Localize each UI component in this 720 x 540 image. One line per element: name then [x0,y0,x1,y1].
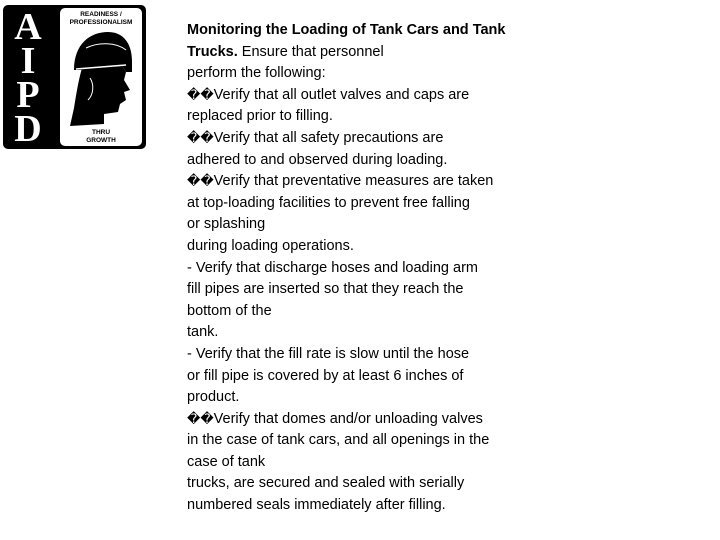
list-item-text: Verify that the fill rate is slow until the hose or fill pipe is covered by at least 6 inches of product. [187,345,470,406]
intro-paragraph [187,20,547,85]
dash-marker: - [187,259,196,276]
bullet-marker-icon: �� [187,87,214,103]
bullet-marker-icon: �� [187,130,214,146]
list-item [187,344,547,409]
document-body [187,20,547,517]
list-item-text: Verify that discharge hoses and loading arm fill pipes are inserted so that they reach the bottom of the tank. [187,259,478,341]
bullet-marker-icon: �� [187,411,214,427]
logo-letters [3,5,53,149]
list-item-text: Verify that all outlet valves and caps are replaced prior to filling. [187,86,470,125]
logo-letter-a: A [14,6,42,48]
intro-text: Ensure that personnel perform the following: [187,43,384,82]
dash-marker: - [187,345,196,362]
list-item [187,128,547,171]
list-item [187,171,547,257]
list-item [187,258,547,344]
list-item [187,409,547,517]
logo-bottom-caption: THRU GROWTH [86,129,116,144]
logo-emblem-panel [60,8,142,146]
list-item-text: Verify that preventative measures are taken at top-loading facilities to prevent free falling or splashing during loading operations. [187,173,494,254]
section-title: Monitoring the Loading of Tank Cars and Tank Trucks. [187,22,506,60]
list-item-text: Verify that domes and/or unloading valves in the case of tank cars, and all openings in the case of tank trucks, are secured and sealed with serially numbered seals immediately after filling. [187,410,490,514]
soldier-silhouette-icon [60,8,142,146]
logo-letter-p: P [16,74,40,116]
logo-letter-i: I [20,40,36,82]
bullet-marker-icon: �� [187,174,214,190]
list-item-text: Verify that all safety precautions are adhered to and observed during loading. [187,129,448,168]
logo-top-caption: READINESS / PROFESSIONALISM [69,11,133,26]
aipd-logo [3,5,146,149]
logo-letter-d: D [14,108,42,150]
list-item [187,85,547,128]
